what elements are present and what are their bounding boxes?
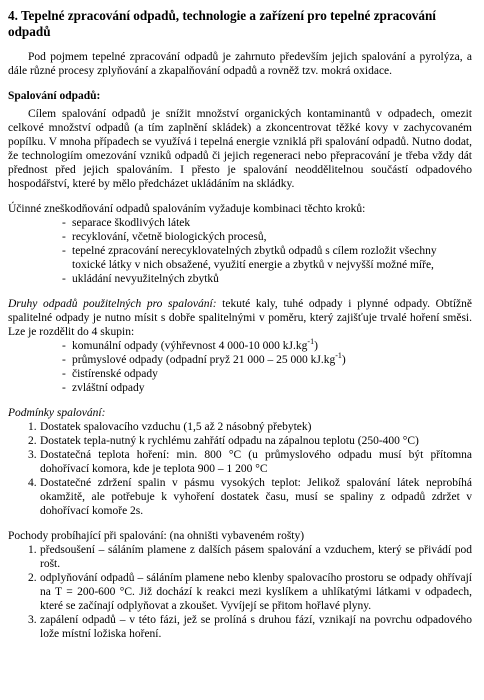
- kroky-intro: Účinné zneškodňování odpadů spalováním vyžaduje kombinaci těchto kroků:: [8, 203, 366, 215]
- druhy-text: tekuté kaly, tuhé odpady i plynné odpady. Obtížně spalitelné odpady je nutno mísit s dobře spalitelnými v poměru, který zajišťuje trvalé hoření směsi. Lze je rozdělit do 4 skupin:: [8, 298, 473, 338]
- list-item: - čistírenské odpady: [8, 367, 472, 381]
- section-title: 4. Tepelné zpracování odpadů, technologie a zařízení pro tepelné zpracování odpadů: [8, 8, 436, 39]
- druhy-label: Druhy odpadů použitelných pro spalování:: [8, 298, 217, 310]
- pochody-intro: Pochody probíhající při spalování: (na ohništi vybaveném rošty): [8, 530, 305, 542]
- podminky-label: Podmínky spalování:: [8, 407, 106, 419]
- list-item: - tepelné zpracování nerecyklovatelných zbytků odpadů s cílem rozložit všechny toxické látky v nich obsažené, využití energie a zbytků v nejvyšší možné míře,: [8, 244, 472, 272]
- list-item: - ukládání nevyužitelných zbytků: [8, 272, 472, 286]
- list-item: - komunální odpady (výhřevnost 4 000-10 000 $kJ.kg^{-1}$): [8, 339, 472, 353]
- kroky-list: [8, 216, 472, 286]
- podminky-list: [8, 420, 472, 518]
- list-item: 4. Dostatečné zdržení spalin v pásmu vysokých teplot: Jelikož spalování látek neprobíhá okamžitě, ale potřebuje k vyhoření dostatek času, musí se spaliny z odpadů zdržet v dohořívací komoře 2s.: [28, 477, 472, 517]
- list-item: 1. předsoušení – sáláním plamene z dalších pásem spalování a vzduchem, který se přivádí pod rošt.: [28, 544, 472, 570]
- list-item: 3. Dostatečná teplota hoření: min. 800 °C (u průmyslového odpadu musí být přítomna dohořívací komora, kde je teplota 900 – 1 200 °C: [28, 449, 472, 475]
- list-item: 2. Dostatek tepla-nutný k rychlému zahřátí odpadu na zápalnou teplotu (250-400 °C): [28, 435, 419, 447]
- spalovani-paragraph: Cílem spalování odpadů je snížit množství organických kontaminantů v odpadech, omezit celkové množství odpadů (a tím zaplnění skládek) a zkoncentrovat těžké kovy v zachycovaném popílku. V mnoha případech se využívá i tepelná energie vzniklá při spalování odpadů. Nutno dodat, že technologiím omezování vzniků odpadů či jejich regeneraci nebo přepracování je třeba vždy dát přednost před jejich spalováním. I přesto je spalování neoddělitelnou součástí odpadového hospodářství, které by mělo předcházet ukládáním na skládky.: [8, 108, 472, 190]
- intro-paragraph: Pod pojmem tepelné zpracování odpadů je zahrnuto především jejich spalování a pyrolýza, a dále různé procesy zplyňování a zkapalňování odpadů a rovněž tzv. mokrá oxidace.: [8, 51, 472, 77]
- list-item: - recyklování, včetně biologických procesů,: [8, 230, 472, 244]
- spalovani-heading: Spalování odpadů:: [8, 90, 101, 102]
- druhy-list: [8, 339, 472, 395]
- list-item: - separace škodlivých látek: [8, 216, 472, 230]
- list-item: - průmyslové odpady (odpadní pryž 21 000 – 25 000 $kJ.kg^{-1}$): [8, 353, 472, 367]
- list-item: 2. odplyňování odpadů – sáláním plamene nebo klenby spalovacího prostoru se odpady ohřívají na T = 200-600 °C. Již dochází k reakci mezi kyslíkem a uhlíkatými látkami v odpadech, které se začínají odplyňovat a zkoušet. Vyvíjejí se přitom hořlavé plyny.: [28, 572, 472, 612]
- druhy-paragraph: [8, 297, 472, 339]
- list-item: 3. zapálení odpadů – v této fázi, jež se prolíná s druhou fází, vznikají na povrchu odpadového lože místní ložiska hoření.: [28, 614, 472, 640]
- list-item: - zvláštní odpady: [8, 381, 472, 395]
- pochody-list: [8, 543, 472, 641]
- list-item: 1. Dostatek spalovacího vzduchu (1,5 až 2 násobný přebytek): [28, 421, 312, 433]
